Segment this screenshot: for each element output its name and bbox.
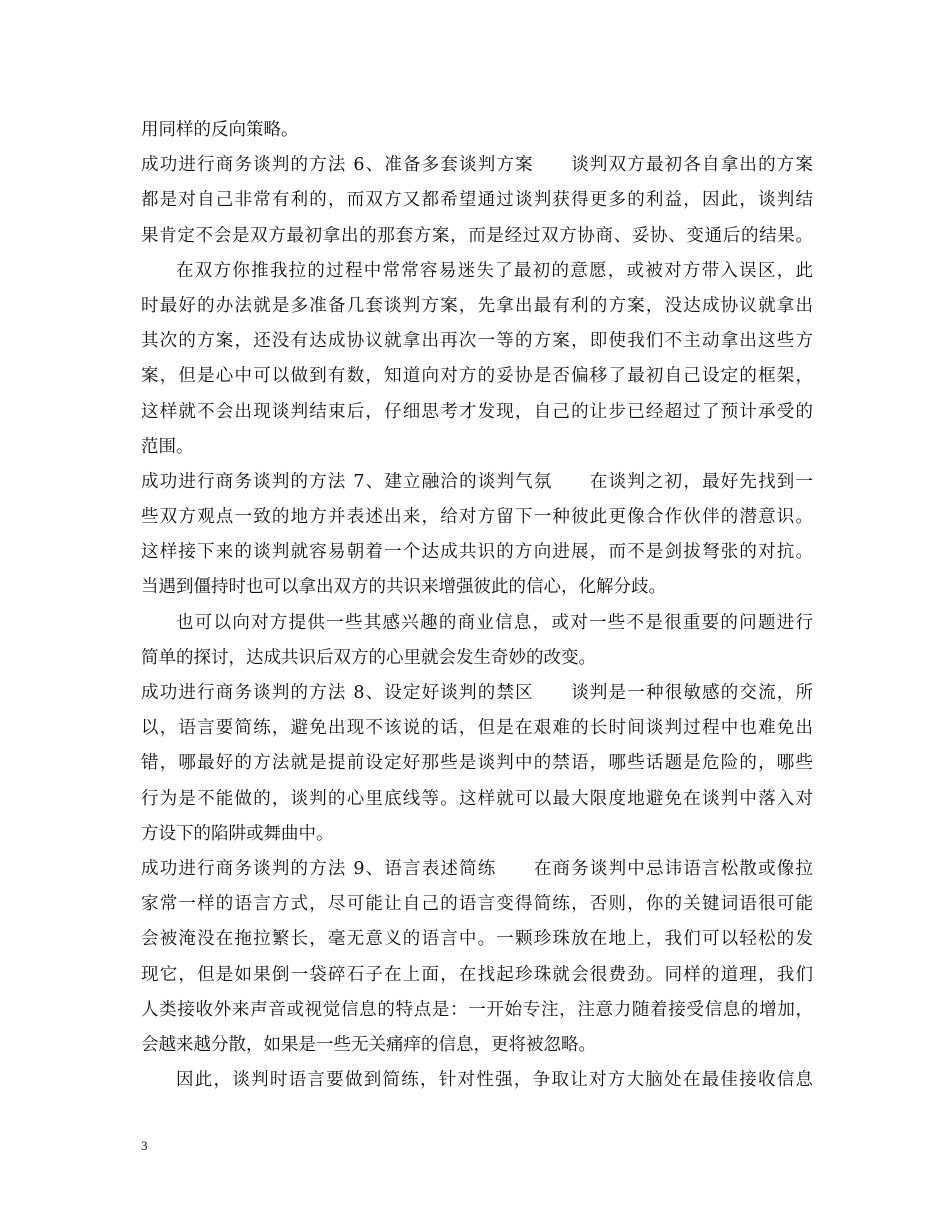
- body-text: [141, 113, 813, 1098]
- text-line: 会被淹没在拖拉繁长，毫无意义的语言中。一颗珍珠放在地上，我们可以轻松的发: [141, 929, 813, 950]
- text-line: 人类接收外来声音或视觉信息的特点是：一开始专注，注意力随着接受信息的增加，: [141, 999, 813, 1020]
- method-7-heading-line: 成功进行商务谈判的方法 7、建立融洽的谈判气氛 在谈判之初，最好先找到一: [141, 471, 813, 492]
- page-number: 3: [141, 1138, 148, 1153]
- text-line: 行为是不能做的，谈判的心里底线等。这样就可以最大限度地避免在谈判中落入对: [141, 788, 813, 809]
- text-line: 范围。: [141, 436, 194, 457]
- text-line: 都是对自己非常有利的，而双方又都希望通过谈判获得更多的利益，因此，谈判结: [141, 190, 813, 211]
- method-8-heading-line: 成功进行商务谈判的方法 8、设定好谈判的禁区 谈判是一种很敏感的交流，所: [141, 683, 813, 703]
- text-line: 这样就不会出现谈判结束后，仔细思考才发现，自己的让步已经超过了预计承受的: [141, 401, 813, 422]
- method-9-heading-line: 成功进行商务谈判的方法 9、语言表述简练 在商务谈判中忌讳语言松散或像拉: [141, 858, 813, 879]
- text-line: 简单的探讨，达成共识后双方的心里就会发生奇妙的改变。: [141, 647, 596, 668]
- paragraph-start-line: 因此，谈判时语言要做到简练，针对性强，争取让对方大脑处在最佳接收信息: [176, 1070, 813, 1091]
- text-line: 用同样的反向策略。: [141, 120, 299, 140]
- text-line: 家常一样的语言方式，尽可能让自己的语言变得简练，否则，你的关键词语很可能: [141, 894, 813, 915]
- text-line: 当遇到僵持时也可以拿出双方的共识来增强彼此的信心，化解分歧。: [141, 577, 666, 598]
- text-line: 些双方观点一致的地方并表述出来，给对方留下一种彼此更像合作伙伴的潜意识。: [141, 507, 813, 528]
- paragraph-start-line: 在双方你推我拉的过程中常常容易迷失了最初的意愿，或被对方带入误区，此: [176, 260, 813, 281]
- text-line: 方设下的陷阱或舞曲中。: [141, 823, 334, 844]
- text-line: 果肯定不会是双方最初拿出的那套方案，而是经过双方协商、妥协、变通后的结果。: [141, 225, 813, 246]
- text-line: 这样接下来的谈判就容易朝着一个达成共识的方向进展，而不是剑拔弩张的对抗。: [141, 542, 813, 563]
- text-line: 时最好的办法就是多准备几套谈判方案，先拿出最有利的方案，没达成协议就拿出: [141, 295, 813, 316]
- text-line: 现它，但是如果倒一袋碎石子在上面，在找起珍珠就会很费劲。同样的道理，我们: [141, 964, 813, 985]
- paragraph-start-line: 也可以向对方提供一些其感兴趣的商业信息，或对一些不是很重要的问题进行: [176, 612, 813, 633]
- method-6-heading-line: 成功进行商务谈判的方法 6、准备多套谈判方案 谈判双方最初各自拿出的方案: [141, 155, 813, 176]
- text-line: 会越来越分散，如果是一些无关痛痒的信息，更将被忽略。: [141, 1034, 596, 1055]
- text-line: 以，语言要简练，避免出现不该说的话，但是在艰难的长时间谈判过程中也难免出: [141, 718, 813, 739]
- text-line: 错，哪最好的方法就是提前设定好那些是谈判中的禁语，哪些话题是危险的，哪些: [141, 753, 813, 774]
- text-line: 其次的方案，还没有达成协议就拿出再次一等的方案，即使我们不主动拿出这些方: [141, 331, 813, 352]
- text-line: 案，但是心中可以做到有数，知道向对方的妥协是否偏移了最初自己设定的框架，: [141, 366, 813, 387]
